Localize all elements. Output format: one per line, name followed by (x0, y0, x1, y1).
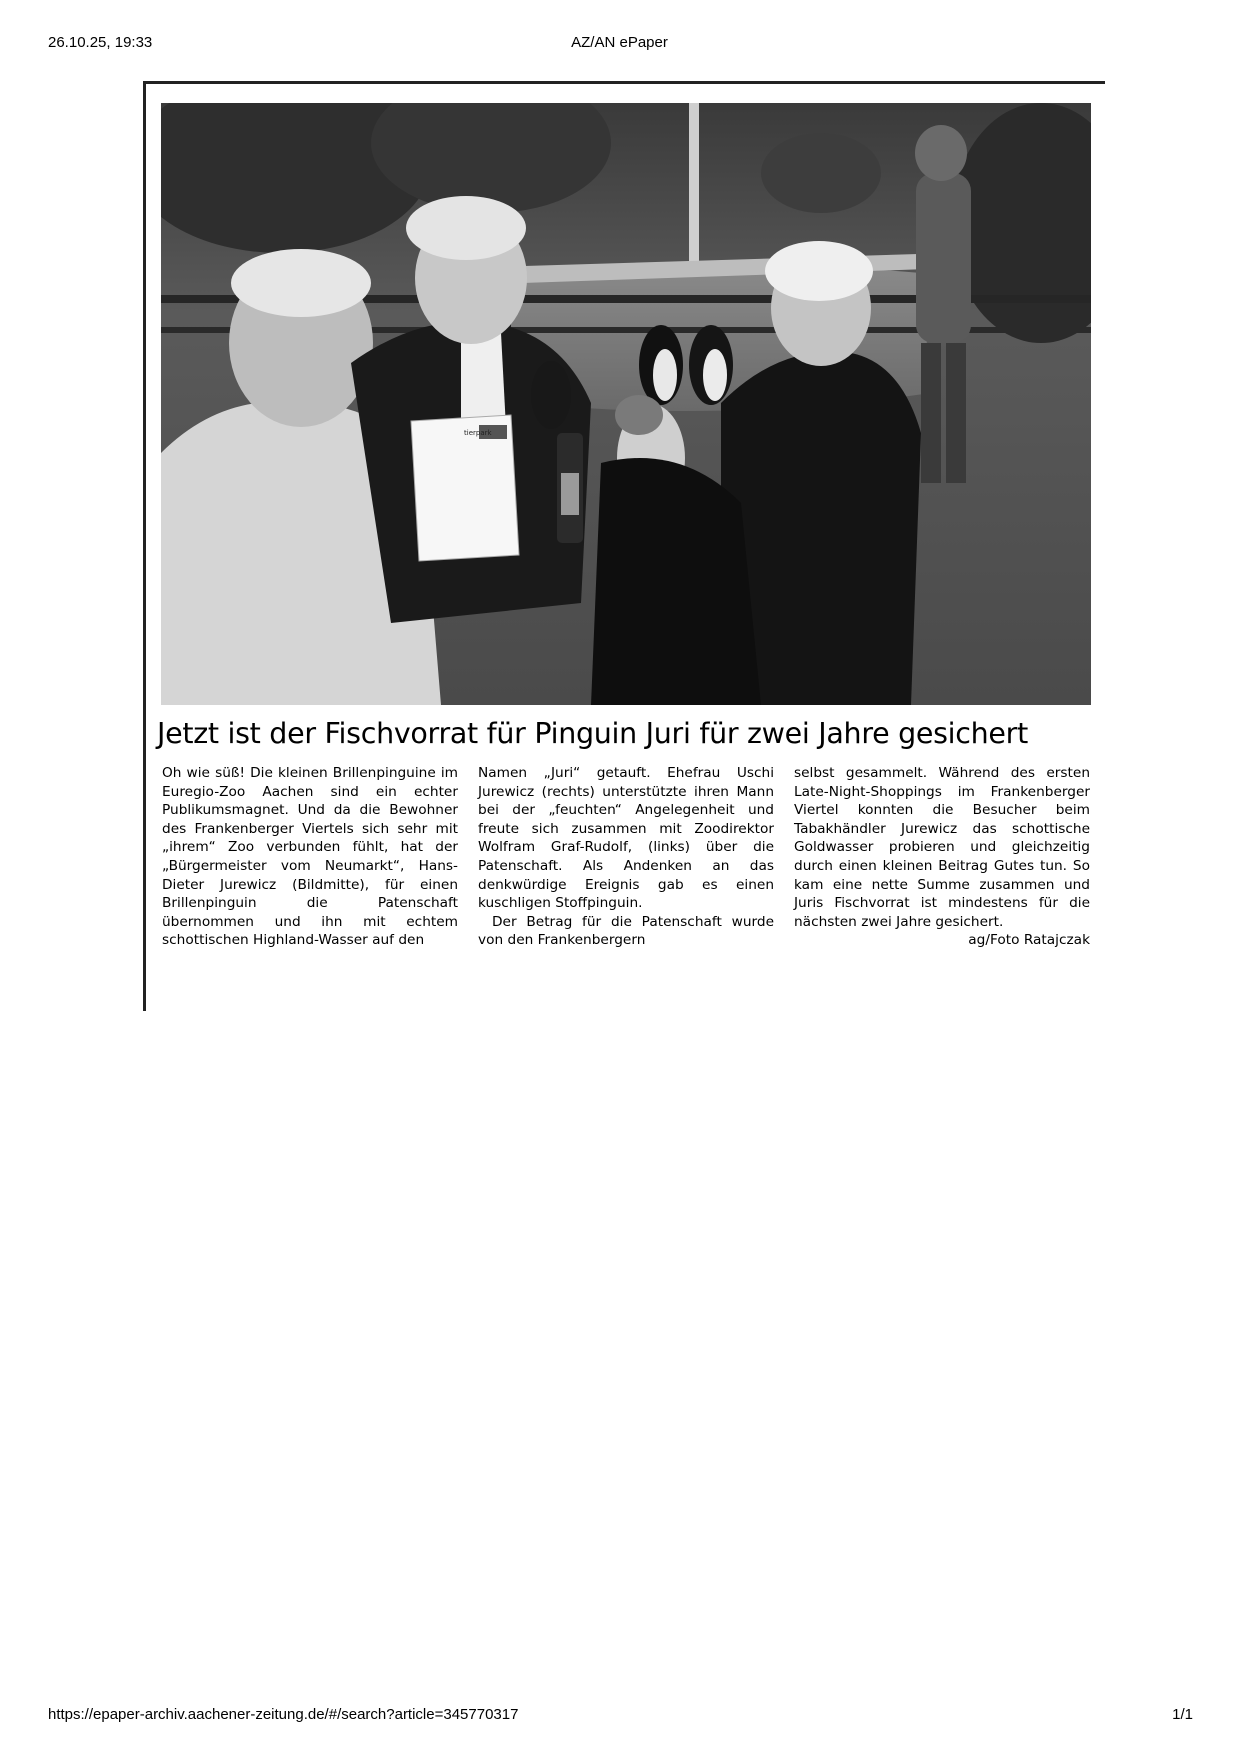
article-paragraph: Namen „Juri“ getauft. Ehefrau Uschi Jurewicz (rechts) unterstützte ihren Mann bei der „feuchten“ Angelegenheit und freute sich zusammen mit Zoodirektor Wolfram Graf-Rudolf, (links) über die Patenschaft. Als Andenken an das denkwürdige Ereignis gab es einen kuschligen Stoffpinguin. (478, 765, 774, 912)
print-url: https://epaper-archiv.aachener-zeitung.de/#/search?article=345770317 (48, 1706, 519, 1723)
article-headline: Jetzt ist der Fischvorrat für Pinguin Juri für zwei Jahre gesichert (157, 717, 1028, 750)
article-paragraph: selbst gesammelt. Während des ersten Late-Night-Shoppings im Frankenberger Viertel konnten die Besucher beim Tabakhändler Jurewicz das schottische Goldwasser probieren und gleichzeitig durch einen kleinen Beitrag Gutes tun. So kam eine nette Summe zusammen und Juris Fischvorrat ist mindestens für die nächsten zwei Jahre gesichert. (794, 765, 1090, 930)
article-column-1 (162, 764, 458, 1004)
article-paragraph: Der Betrag für die Patenschaft wurde von den Frankenbergern (478, 913, 774, 949)
article-paragraph: Oh wie süß! Die kleinen Brillenpinguine im Euregio-Zoo Aachen sind ein echter Publikumsmagnet. Und da die Bewohner des Frankenberger Viertels sich sehr mit „ihrem“ Zoo verbunden fühlt, hat der „Bürgermeister vom Neumarkt“, Hans-Dieter Jurewicz (Bildmitte), für einen Brillenpinguin die Patenschaft übernommen und ihn mit echtem schottischen Highland-Wasser auf den (162, 765, 458, 949)
print-title: AZ/AN ePaper (571, 34, 668, 51)
photo-credit: ag/Foto Ratajczak (968, 932, 1090, 949)
article-photo (161, 103, 1091, 705)
article-column-2 (478, 764, 774, 1004)
article-body (162, 764, 1092, 1004)
clipping-left-rule (143, 81, 146, 1011)
article-column-3 (794, 764, 1090, 1004)
print-page-number: 1/1 (1172, 1706, 1193, 1723)
clipping-top-rule (143, 81, 1105, 84)
newspaper-clipping (143, 81, 1105, 1011)
print-date: 26.10.25, 19:33 (48, 34, 153, 51)
certificate-logo-text: tierpark (464, 429, 492, 437)
